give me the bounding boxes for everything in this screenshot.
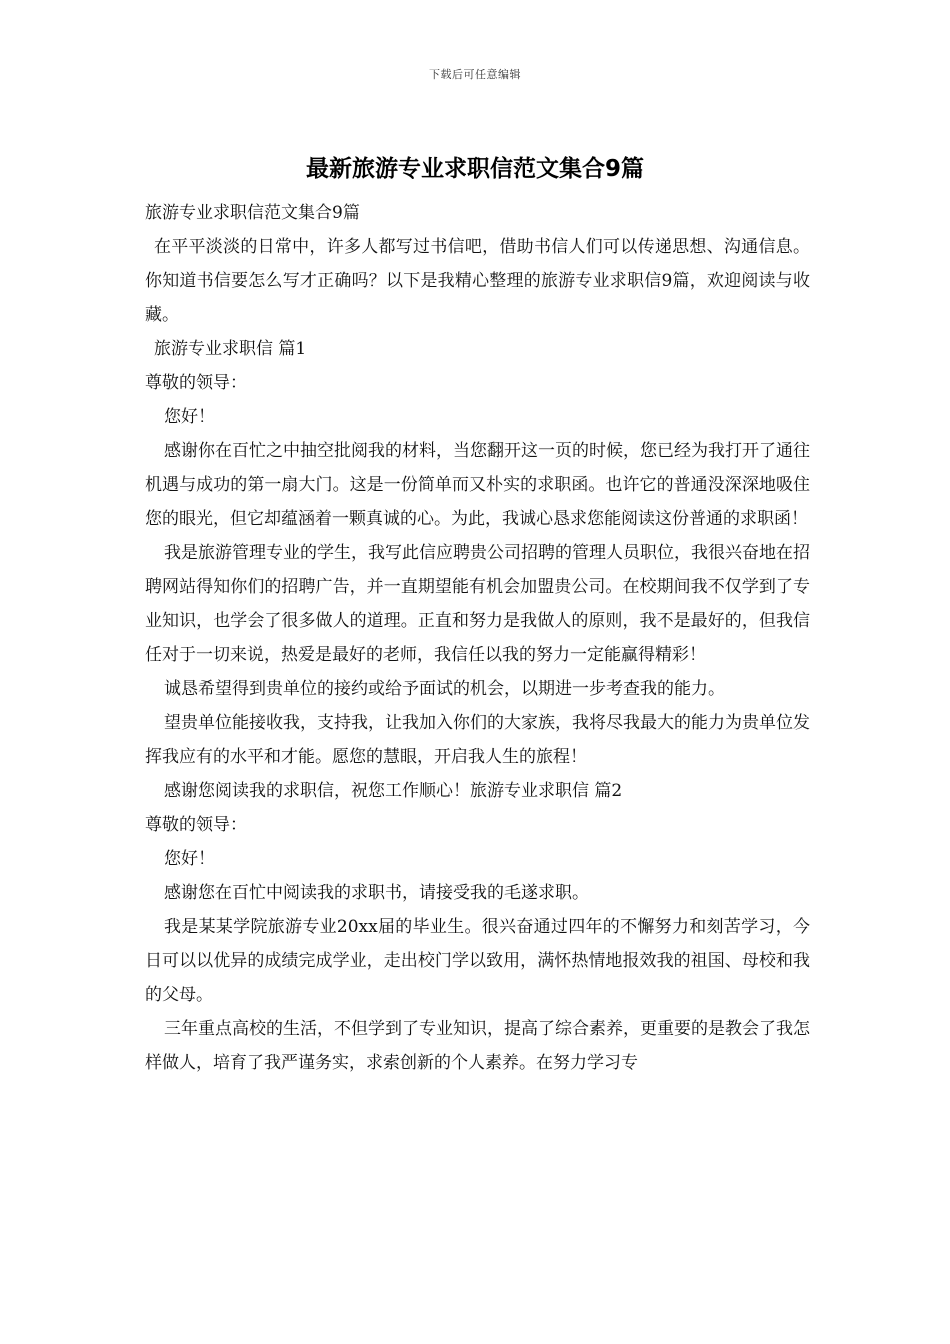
body-paragraph: 尊敬的领导： — [145, 373, 247, 393]
body-paragraph: 诚恳希望得到贵单位的接约或给予面试的机会，以期进一步考查我的能力。 — [164, 679, 725, 699]
body-paragraph: 您好！ — [164, 407, 215, 427]
body-paragraph: 旅游专业求职信范文集合9篇 — [145, 203, 360, 223]
body-paragraph: 三年重点高校的生活，不但学到了专业知识，提高了综合素养，更重要的是教会了我怎样做人，培育了我严谨务实，求索创新的个人素养。在努力学习专 — [145, 1019, 810, 1073]
body-paragraph: 我是某某学院旅游专业20xx届的毕业生。很兴奋通过四年的不懈努力和刻苦学习，今日可以以优异的成绩完成学业，走出校门学以致用，满怀热情地报效我的祖国、母校和我的父母。 — [145, 917, 810, 1005]
body-paragraph: 旅游专业求职信 篇1 — [154, 339, 307, 359]
body-paragraph: 感谢您在百忙中阅读我的求职书，请接受我的毛遂求职。 — [164, 883, 589, 903]
document-title: 最新旅游专业求职信范文集合9篇 — [305, 156, 644, 182]
body-paragraph: 感谢您阅读我的求职信，祝您工作顺心！旅游专业求职信 篇2 — [164, 781, 623, 801]
document-body — [145, 196, 810, 1080]
body-paragraph: 感谢你在百忙之中抽空批阅我的材料，当您翻开这一页的时候，您已经为我打开了通往机遇与成功的第一扇大门。这是一份简单而又朴实的求职函。也许它的普通没深深地吸住您的眼光，但它却蕴涵着一颗真诚的心。为此，我诚心恳求您能阅读这份普通的求职函！ — [145, 441, 810, 529]
body-paragraph: 我是旅游管理专业的学生，我写此信应聘贵公司招聘的管理人员职位，我很兴奋地在招聘网站得知你们的招聘广告，并一直期望能有机会加盟贵公司。在校期间我不仅学到了专业知识，也学会了很多做人的道理。正直和努力是我做人的原则，我不是最好的，但我信任对于一切来说，热爱是最好的老师，我信任以我的努力一定能赢得精彩！ — [145, 543, 810, 665]
body-paragraph: 望贵单位能接收我，支持我，让我加入你们的大家族，我将尽我最大的能力为贵单位发挥我应有的水平和才能。愿您的慧眼，开启我人生的旅程！ — [145, 713, 810, 767]
body-paragraph: 在平平淡淡的日常中，许多人都写过书信吧，借助书信人们可以传递思想、沟通信息。你知道书信要怎么写才正确吗？以下是我精心整理的旅游专业求职信9篇，欢迎阅读与收藏。 — [145, 237, 810, 325]
body-paragraph: 尊敬的领导： — [145, 815, 247, 835]
header-note: 下载后可任意编辑 — [429, 68, 521, 81]
body-paragraph: 您好！ — [164, 849, 215, 869]
